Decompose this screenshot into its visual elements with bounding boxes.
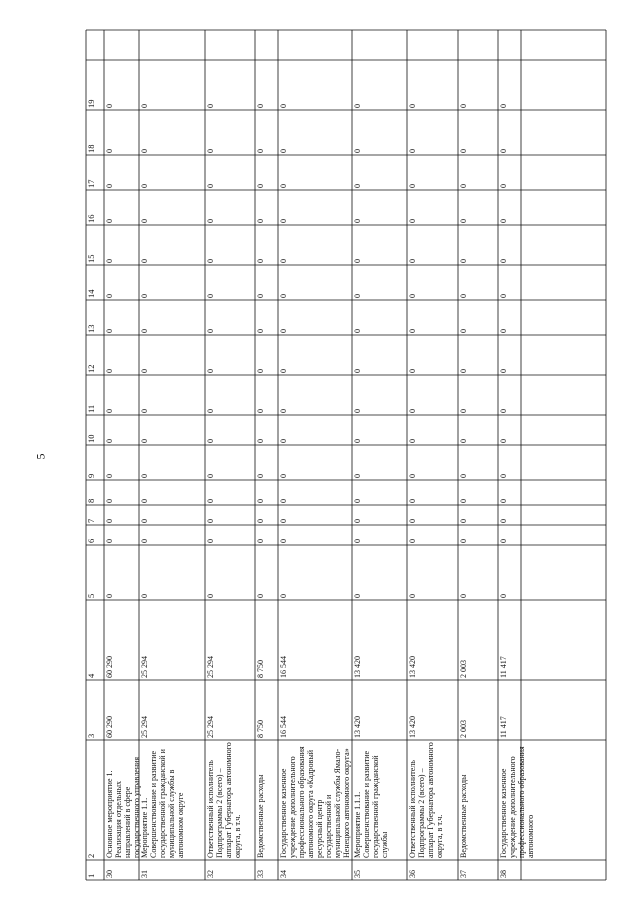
value-cell: 0: [499, 184, 508, 188]
value-cell: 0: [499, 409, 508, 413]
row-name: Государственное казенное учреждение дополнительного профессионального образования автономного: [499, 746, 535, 858]
value-cell: 0: [105, 149, 114, 153]
value-cell: 0: [353, 439, 362, 443]
value-cell: 0: [499, 519, 508, 523]
column-number: 16: [86, 214, 96, 223]
value-cell: 0: [279, 149, 288, 153]
column-number: 14: [86, 289, 96, 298]
value-cell: 0: [206, 594, 215, 598]
value-cell: 0: [206, 259, 215, 263]
value-cell: 0: [408, 474, 417, 478]
value-cell: 0: [499, 439, 508, 443]
value-cell: 0: [353, 409, 362, 413]
column-number: 10: [86, 434, 96, 443]
value-cell: 0: [206, 369, 215, 373]
column-number: 19: [86, 99, 96, 108]
value-cell: 0: [140, 104, 149, 108]
value-cell: 0: [206, 499, 215, 503]
value-cell: 0: [140, 369, 149, 373]
value-cell: 0: [353, 369, 362, 373]
value-cell: 0: [206, 519, 215, 523]
value-cell: 0: [459, 474, 468, 478]
value-cell: 0: [499, 149, 508, 153]
row-number: 37: [459, 870, 468, 878]
column-number: 8: [86, 498, 96, 503]
row-name: Государственное казенное учреждение дополнительного профессионального образования автономного округа «Кадровый ресурсный центр государственной и муниципальной службы Ямало-Ненецкого автономного округа»: [279, 746, 351, 858]
value-cell: 0: [459, 519, 468, 523]
value-cell: 0: [105, 184, 114, 188]
column-number: 12: [86, 364, 96, 373]
value-cell: 0: [105, 329, 114, 333]
value-cell: 0: [279, 184, 288, 188]
value-cell: 0: [256, 104, 265, 108]
value-cell: 0: [256, 369, 265, 373]
value-cell: 13 420: [408, 656, 417, 678]
value-cell: 0: [105, 519, 114, 523]
value-cell: 0: [408, 104, 417, 108]
value-cell: 0: [499, 594, 508, 598]
value-cell: 0: [353, 184, 362, 188]
value-cell: 0: [279, 104, 288, 108]
column-number: 4: [86, 673, 96, 678]
value-cell: 0: [408, 539, 417, 543]
value-cell: 0: [459, 409, 468, 413]
value-cell: 0: [353, 104, 362, 108]
value-cell: 0: [279, 259, 288, 263]
value-cell: 0: [105, 474, 114, 478]
value-cell: 0: [353, 594, 362, 598]
value-cell: 0: [105, 259, 114, 263]
value-cell: 0: [256, 259, 265, 263]
value-cell: 0: [279, 439, 288, 443]
value-cell: 0: [206, 184, 215, 188]
value-cell: 0: [256, 219, 265, 223]
value-cell: 0: [459, 294, 468, 298]
column-number: 9: [86, 473, 96, 478]
value-cell: 0: [140, 439, 149, 443]
value-cell: 0: [105, 499, 114, 503]
value-cell: 0: [459, 149, 468, 153]
value-cell: 0: [353, 519, 362, 523]
row-number: 30: [105, 870, 114, 878]
value-cell: 11 417: [499, 716, 508, 738]
column-number: 11: [86, 404, 96, 413]
value-cell: 0: [408, 259, 417, 263]
value-cell: 0: [408, 594, 417, 598]
value-cell: 0: [256, 594, 265, 598]
value-cell: 0: [353, 219, 362, 223]
value-cell: 0: [353, 259, 362, 263]
value-cell: 0: [459, 499, 468, 503]
row-number: 35: [353, 870, 362, 878]
column-number: 6: [86, 538, 96, 543]
value-cell: 0: [459, 219, 468, 223]
value-cell: 0: [279, 539, 288, 543]
row-name: Ответственный исполнитель Подпрограммы 2 (всего) – аппарат Губернатора автономного округа, в т.ч.: [206, 742, 242, 858]
value-cell: 0: [105, 369, 114, 373]
value-cell: 0: [279, 219, 288, 223]
value-cell: 0: [408, 519, 417, 523]
row-number: 38: [499, 870, 508, 878]
value-cell: 0: [279, 474, 288, 478]
value-cell: 0: [499, 499, 508, 503]
value-cell: 0: [256, 519, 265, 523]
row-number: 31: [140, 870, 149, 878]
row-name: Ведомственные расходы: [459, 774, 468, 858]
value-cell: 0: [206, 409, 215, 413]
row-name: Мероприятие 1.1.1. Совершенствование и развитие государственной гражданской службы: [353, 750, 389, 858]
value-cell: 0: [140, 519, 149, 523]
value-cell: 0: [105, 594, 114, 598]
value-cell: 0: [140, 149, 149, 153]
value-cell: 0: [105, 294, 114, 298]
value-cell: 0: [140, 259, 149, 263]
value-cell: 0: [140, 539, 149, 543]
value-cell: 0: [408, 439, 417, 443]
value-cell: 0: [499, 219, 508, 223]
value-cell: 0: [408, 184, 417, 188]
value-cell: 11 417: [499, 656, 508, 678]
value-cell: 13 420: [353, 656, 362, 678]
value-cell: 0: [279, 369, 288, 373]
value-cell: 0: [459, 539, 468, 543]
column-number: 7: [86, 518, 96, 523]
value-cell: 0: [459, 259, 468, 263]
value-cell: 0: [206, 104, 215, 108]
value-cell: 0: [408, 409, 417, 413]
value-cell: 25 294: [206, 656, 215, 678]
value-cell: 0: [206, 474, 215, 478]
value-cell: 0: [206, 329, 215, 333]
value-cell: 0: [256, 329, 265, 333]
value-cell: 0: [408, 329, 417, 333]
value-cell: 0: [499, 369, 508, 373]
column-number: 17: [86, 179, 96, 188]
page-number: 5: [33, 453, 48, 460]
value-cell: 16 544: [279, 716, 288, 738]
value-cell: 0: [256, 294, 265, 298]
value-cell: 0: [206, 149, 215, 153]
value-cell: 0: [256, 409, 265, 413]
column-number: 5: [86, 593, 96, 598]
value-cell: 0: [459, 184, 468, 188]
row-number: 34: [279, 870, 288, 878]
value-cell: 0: [256, 149, 265, 153]
value-cell: 0: [256, 539, 265, 543]
value-cell: 0: [140, 219, 149, 223]
value-cell: 0: [408, 219, 417, 223]
value-cell: 0: [408, 499, 417, 503]
value-cell: 0: [206, 294, 215, 298]
value-cell: 0: [499, 259, 508, 263]
value-cell: 0: [256, 474, 265, 478]
value-cell: 2 003: [459, 720, 468, 738]
value-cell: 0: [279, 294, 288, 298]
value-cell: 0: [279, 329, 288, 333]
value-cell: 0: [353, 294, 362, 298]
value-cell: 0: [140, 294, 149, 298]
value-cell: 25 294: [140, 716, 149, 738]
column-number: 2: [86, 853, 96, 858]
value-cell: 2 003: [459, 660, 468, 678]
value-cell: 0: [408, 369, 417, 373]
column-number: 18: [86, 144, 96, 153]
value-cell: 0: [353, 149, 362, 153]
value-cell: 0: [408, 294, 417, 298]
value-cell: 0: [140, 474, 149, 478]
value-cell: 8 750: [256, 660, 265, 678]
value-cell: 13 420: [353, 716, 362, 738]
value-cell: 25 294: [140, 656, 149, 678]
value-cell: 0: [459, 329, 468, 333]
value-cell: 0: [105, 409, 114, 413]
value-cell: 0: [353, 329, 362, 333]
value-cell: 0: [459, 369, 468, 373]
row-number: 32: [206, 870, 215, 878]
value-cell: 0: [140, 329, 149, 333]
value-cell: 0: [140, 409, 149, 413]
value-cell: 0: [140, 594, 149, 598]
value-cell: 0: [353, 539, 362, 543]
row-number: 33: [256, 870, 265, 878]
value-cell: 0: [206, 439, 215, 443]
value-cell: 60 290: [105, 716, 114, 738]
value-cell: 0: [206, 539, 215, 543]
value-cell: 60 290: [105, 656, 114, 678]
value-cell: 16 544: [279, 656, 288, 678]
value-cell: 8 750: [256, 720, 265, 738]
value-cell: 0: [140, 184, 149, 188]
value-cell: 0: [353, 474, 362, 478]
value-cell: 0: [459, 594, 468, 598]
value-cell: 0: [279, 519, 288, 523]
value-cell: 0: [279, 499, 288, 503]
value-cell: 25 294: [206, 716, 215, 738]
row-number: 36: [408, 870, 417, 878]
value-cell: 0: [279, 594, 288, 598]
value-cell: 0: [256, 184, 265, 188]
value-cell: 0: [256, 439, 265, 443]
value-cell: 0: [105, 539, 114, 543]
value-cell: 0: [140, 499, 149, 503]
row-name: Основное мероприятие 1. Реализация отдельных направлений в сфере государственного управления: [105, 756, 141, 858]
value-cell: 0: [499, 294, 508, 298]
value-cell: 0: [459, 439, 468, 443]
column-number: 3: [86, 733, 96, 738]
row-name: Мероприятие 1.1. Совершенствование и развитие государственной гражданской и муниципальной службы в автономном округе: [140, 749, 185, 858]
row-name: Ведомственные расходы: [256, 774, 265, 858]
value-cell: 0: [408, 149, 417, 153]
value-cell: 0: [459, 104, 468, 108]
value-cell: 0: [206, 219, 215, 223]
value-cell: 0: [499, 474, 508, 478]
value-cell: 0: [499, 329, 508, 333]
value-cell: 0: [499, 539, 508, 543]
column-number: 1: [86, 873, 96, 878]
value-cell: 0: [105, 219, 114, 223]
column-number: 15: [86, 254, 96, 263]
value-cell: 0: [105, 104, 114, 108]
value-cell: 13 420: [408, 716, 417, 738]
value-cell: 0: [256, 499, 265, 503]
column-number: 13: [86, 324, 96, 333]
value-cell: 0: [353, 499, 362, 503]
value-cell: 0: [279, 409, 288, 413]
row-name: Ответственный исполнитель Подпрограммы 2 (всего) – аппарат Губернатора автономного округа, в т.ч.: [408, 742, 444, 858]
value-cell: 0: [499, 104, 508, 108]
value-cell: 0: [105, 439, 114, 443]
